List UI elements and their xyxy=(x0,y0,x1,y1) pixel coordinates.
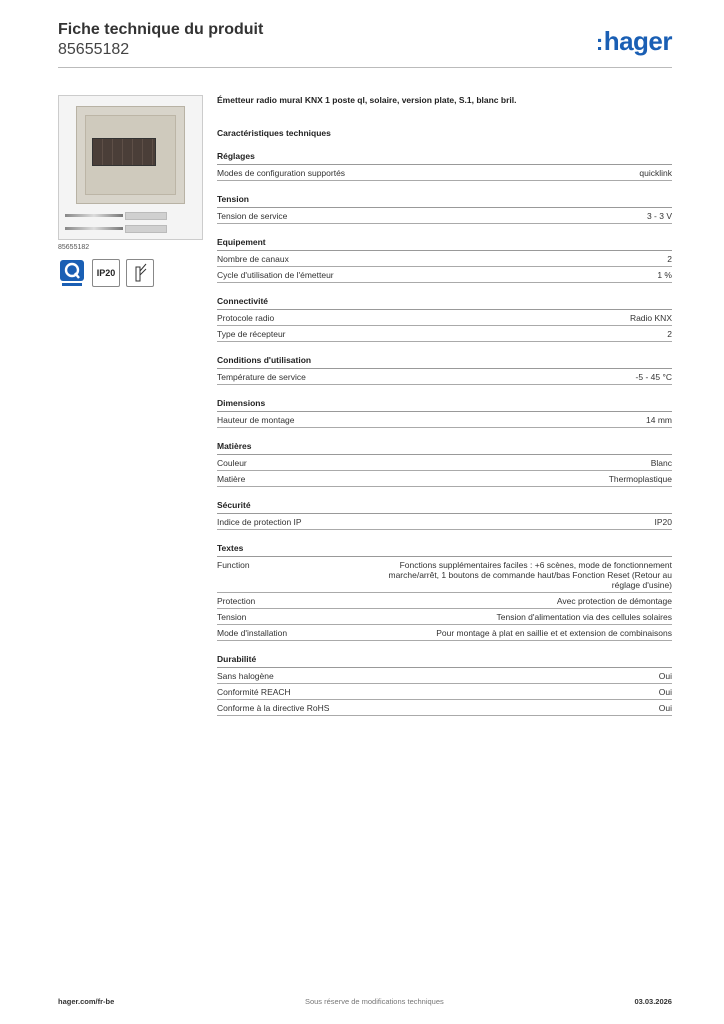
spec-label: Conformité REACH xyxy=(217,687,291,697)
spec-row xyxy=(217,625,672,641)
spec-label: Hauteur de montage xyxy=(217,415,295,425)
spec-label: Couleur xyxy=(217,458,247,468)
spec-label: Mode d'installation xyxy=(217,628,288,638)
screw-icon xyxy=(65,227,123,230)
spec-row xyxy=(217,609,672,625)
spec-group xyxy=(217,441,672,487)
feature-icons xyxy=(58,259,203,287)
spec-row xyxy=(217,684,672,700)
label-strip-icon xyxy=(125,225,167,233)
logo-text: hager xyxy=(603,26,672,56)
spec-row xyxy=(217,267,672,283)
spec-group xyxy=(217,654,672,716)
spec-value: Thermoplastique xyxy=(608,474,672,484)
spec-group xyxy=(217,398,672,428)
spec-row xyxy=(217,700,672,716)
page-footer xyxy=(58,997,672,1006)
spec-value: quicklink xyxy=(639,168,672,178)
ip20-badge: IP20 xyxy=(92,259,120,287)
spec-group-title: Durabilité xyxy=(217,654,672,668)
spec-value: Radio KNX xyxy=(629,313,672,323)
product-name: Émetteur radio mural KNX 1 poste ql, solaire, version plate, S.1, blanc bril. xyxy=(217,95,517,105)
spec-row xyxy=(217,165,672,181)
spec-value: Pour montage à plat en saillie et et extension de combinaisons xyxy=(436,628,672,638)
spec-value: Fonctions supplémentaires faciles : +6 scènes, mode de fonctionnement marche/arrêt, 1 boutons de commande haut/bas Fonction Reset (Retour au réglage d'usine) xyxy=(388,560,672,590)
spec-value: 2 xyxy=(667,254,672,264)
spec-label: Indice de protection IP xyxy=(217,517,302,527)
spec-group-title: Textes xyxy=(217,543,672,557)
switch-plate-illustration xyxy=(76,106,185,204)
spec-row xyxy=(217,514,672,530)
product-image xyxy=(58,95,203,240)
spec-row xyxy=(217,593,672,609)
spec-group-title: Equipement xyxy=(217,237,672,251)
spec-label: Matière xyxy=(217,474,246,484)
spec-group-title: Connectivité xyxy=(217,296,672,310)
spec-row xyxy=(217,412,672,428)
spec-row xyxy=(217,310,672,326)
spec-label: Cycle d'utilisation de l'émetteur xyxy=(217,270,334,280)
spec-value: Blanc xyxy=(650,458,672,468)
spec-label: Tension de service xyxy=(217,211,288,221)
screw-icon xyxy=(65,214,123,217)
spec-row xyxy=(217,471,672,487)
spec-label: Protection xyxy=(217,596,256,606)
spec-row xyxy=(217,668,672,684)
footer-website: hager.com/fr-be xyxy=(58,997,115,1006)
spec-value: 14 mm xyxy=(646,415,672,425)
spec-row xyxy=(217,369,672,385)
spec-row xyxy=(217,251,672,267)
spec-group-title: Sécurité xyxy=(217,500,672,514)
footer-disclaimer: Sous réserve de modifications techniques xyxy=(304,997,444,1006)
product-reference: 85655182 xyxy=(58,41,130,58)
spec-group xyxy=(217,237,672,283)
document-title: Fiche technique du produit xyxy=(58,21,264,38)
spec-group xyxy=(217,543,672,641)
spec-value: -5 - 45 °C xyxy=(635,372,672,382)
header-divider xyxy=(58,67,672,68)
spec-value: IP20 xyxy=(654,517,672,527)
spec-label: Type de récepteur xyxy=(217,329,286,339)
spec-group-title: Dimensions xyxy=(217,398,672,412)
spec-value: Avec protection de démontage xyxy=(556,596,672,606)
spec-value: Tension d'alimentation via des cellules solaires xyxy=(496,612,672,622)
spec-value: Oui xyxy=(658,703,672,713)
spec-value: Oui xyxy=(658,687,672,697)
document-header xyxy=(58,20,263,60)
product-sku: 85655182 xyxy=(58,244,90,251)
spec-label: Sans halogène xyxy=(217,671,274,681)
spec-row xyxy=(217,208,672,224)
spec-label: Function xyxy=(217,560,250,570)
spec-group xyxy=(217,355,672,385)
spec-group xyxy=(217,296,672,342)
spec-group-title: Matières xyxy=(217,441,672,455)
spec-label: Nombre de canaux xyxy=(217,254,289,264)
mounting-icon xyxy=(126,259,154,287)
footer-date: 03.03.2026 xyxy=(634,997,672,1006)
spec-group-title: Réglages xyxy=(217,151,672,165)
hager-logo xyxy=(596,26,672,57)
spec-value: 3 - 3 V xyxy=(646,211,672,221)
spec-row xyxy=(217,557,672,593)
product-sidebar xyxy=(58,95,203,287)
spec-label: Modes de configuration supportés xyxy=(217,168,346,178)
spec-label: Protocole radio xyxy=(217,313,275,323)
spec-row xyxy=(217,455,672,471)
solar-cell-icon xyxy=(92,138,156,166)
label-strip-icon xyxy=(125,212,167,220)
spec-group xyxy=(217,500,672,530)
spec-label: Conforme à la directive RoHS xyxy=(217,703,330,713)
spec-groups xyxy=(217,151,672,716)
spec-label: Température de service xyxy=(217,372,306,382)
spec-group xyxy=(217,194,672,224)
spec-label: Tension xyxy=(217,612,247,622)
spec-value: 1 % xyxy=(657,270,672,280)
spec-row xyxy=(217,326,672,342)
section-heading: Caractéristiques techniques xyxy=(217,128,331,138)
spec-group xyxy=(217,151,672,181)
spec-value: Oui xyxy=(658,671,672,681)
quicklink-icon xyxy=(58,259,86,287)
logo-dots-icon: : xyxy=(595,30,603,55)
spec-group-title: Tension xyxy=(217,194,672,208)
spec-value: 2 xyxy=(667,329,672,339)
spec-group-title: Conditions d'utilisation xyxy=(217,355,672,369)
specifications xyxy=(217,95,672,716)
